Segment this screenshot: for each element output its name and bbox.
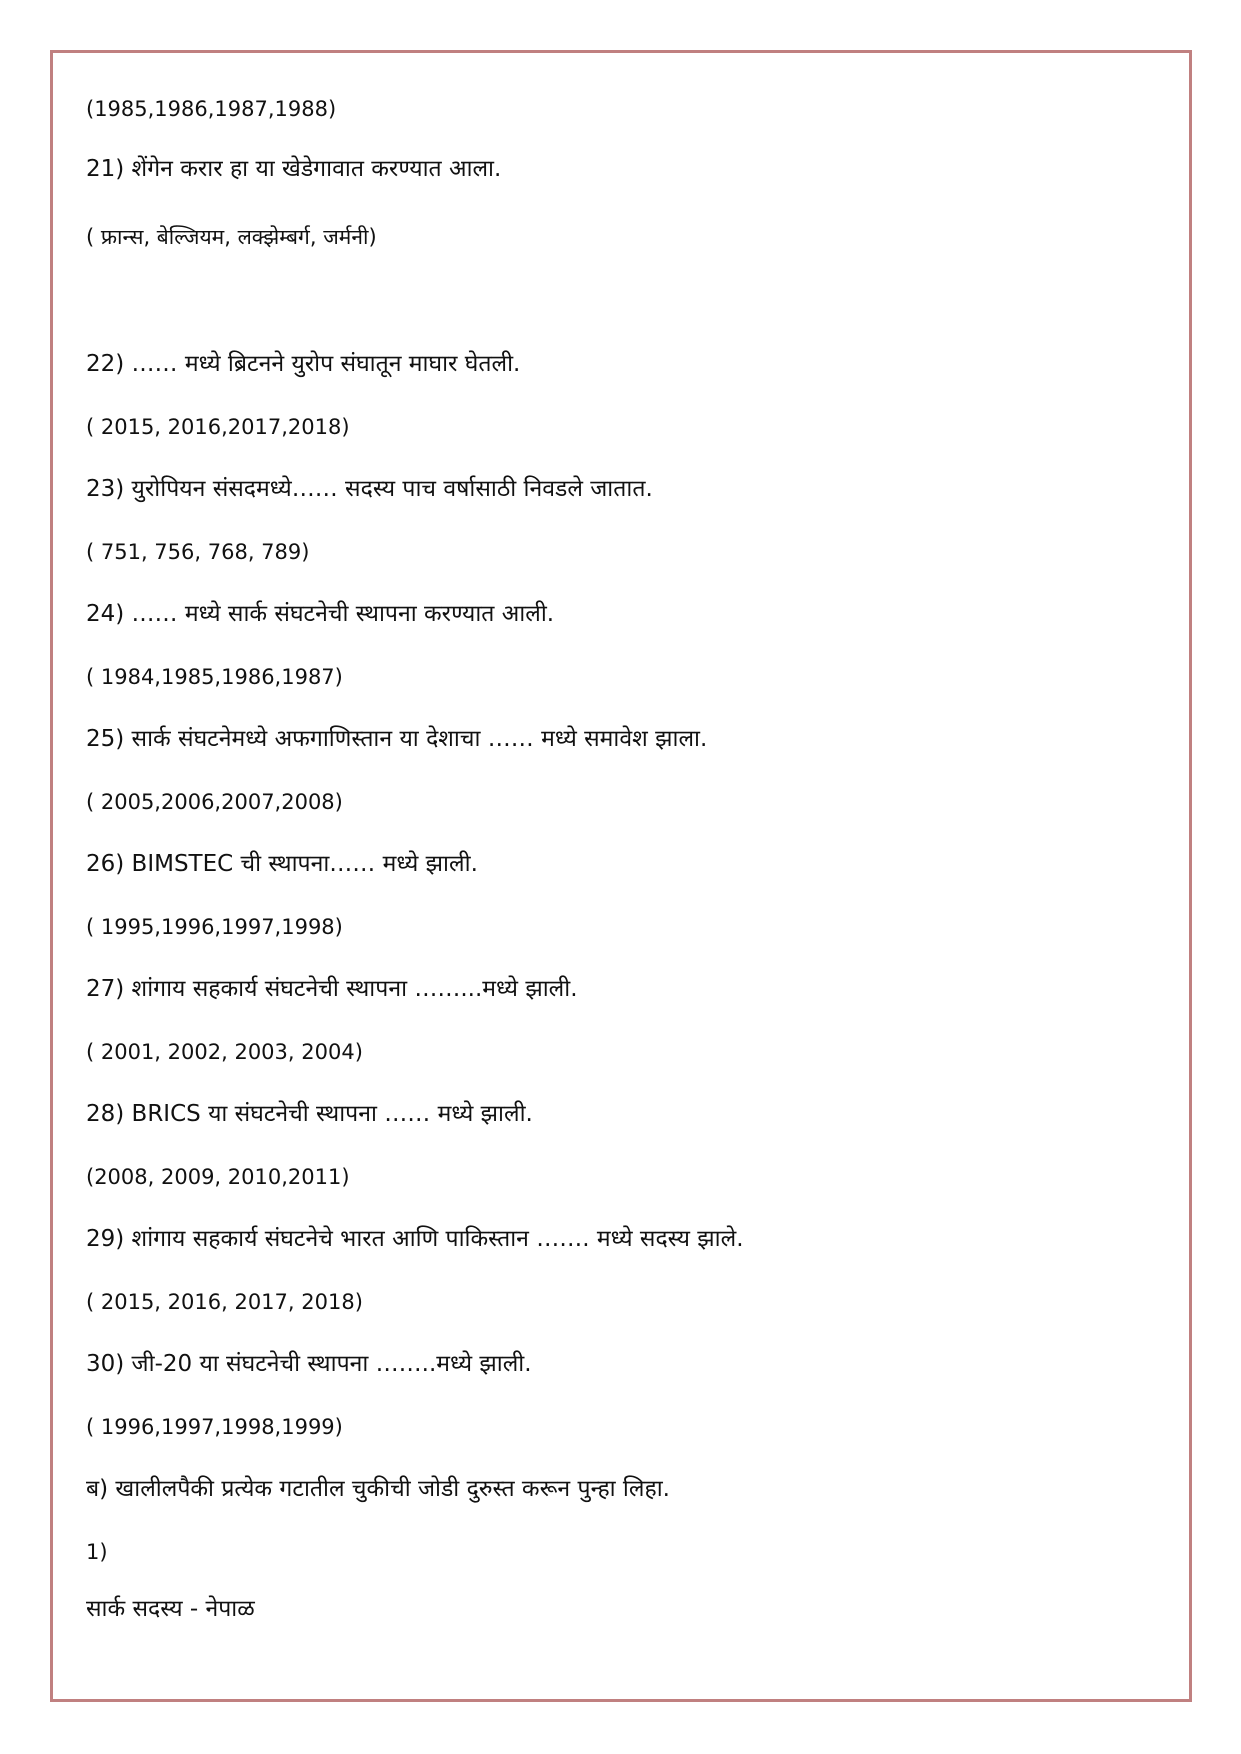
options-23: ( 751, 756, 768, 789) <box>86 540 310 564</box>
question-30: 30) जी-20 या संघटनेची स्थापना ……..मध्ये झाली. <box>86 1351 532 1377</box>
options-30: ( 1996,1997,1998,1999) <box>86 1415 343 1439</box>
question-29: 29) शांगाय सहकार्य संघटनेचे भारत आणि पाकिस्तान ……. मध्ये सदस्य झाले. <box>86 1226 744 1252</box>
question-26: 26) BIMSTEC ची स्थापना…… मध्ये झाली. <box>86 851 478 877</box>
options-25: ( 2005,2006,2007,2008) <box>86 790 343 814</box>
options-21: ( फ्रान्स, बेल्जियम, लक्झेम्बर्ग, जर्मनी) <box>86 225 377 249</box>
section-b-item-text: सार्क सदस्य - नेपाळ <box>86 1596 255 1622</box>
question-22: 22) …… मध्ये ब्रिटनने युरोप संघातून माघार घेतली. <box>86 351 521 377</box>
options-24: ( 1984,1985,1986,1987) <box>86 665 343 689</box>
section-b-heading: ब) खालीलपैकी प्रत्येक गटातील चुकीची जोडी दुरुस्त करून पुन्हा लिहा. <box>86 1476 670 1502</box>
question-21: 21) शेंगेन करार हा या खेडेगावात करण्यात आला. <box>86 156 502 182</box>
options-26: ( 1995,1996,1997,1998) <box>86 915 343 939</box>
options-22: ( 2015, 2016,2017,2018) <box>86 415 350 439</box>
options-27: ( 2001, 2002, 2003, 2004) <box>86 1040 363 1064</box>
options-28: (2008, 2009, 2010,2011) <box>86 1165 350 1189</box>
question-25: 25) सार्क संघटनेमध्ये अफगाणिस्तान या देशाचा …… मध्ये समावेश झाला. <box>86 726 708 752</box>
options-29: ( 2015, 2016, 2017, 2018) <box>86 1290 363 1314</box>
question-27: 27) शांगाय सहकार्य संघटनेची स्थापना ……...मध्ये झाली. <box>86 976 578 1002</box>
section-b-item-number: 1) <box>86 1540 108 1564</box>
question-28: 28) BRICS या संघटनेची स्थापना …… मध्ये झाली. <box>86 1101 533 1127</box>
options-20: (1985,1986,1987,1988) <box>86 97 337 121</box>
question-24: 24) …… मध्ये सार्क संघटनेची स्थापना करण्यात आली. <box>86 601 555 627</box>
question-23: 23) युरोपियन संसदमध्ये…… सदस्य पाच वर्षासाठी निवडले जातात. <box>86 476 653 502</box>
